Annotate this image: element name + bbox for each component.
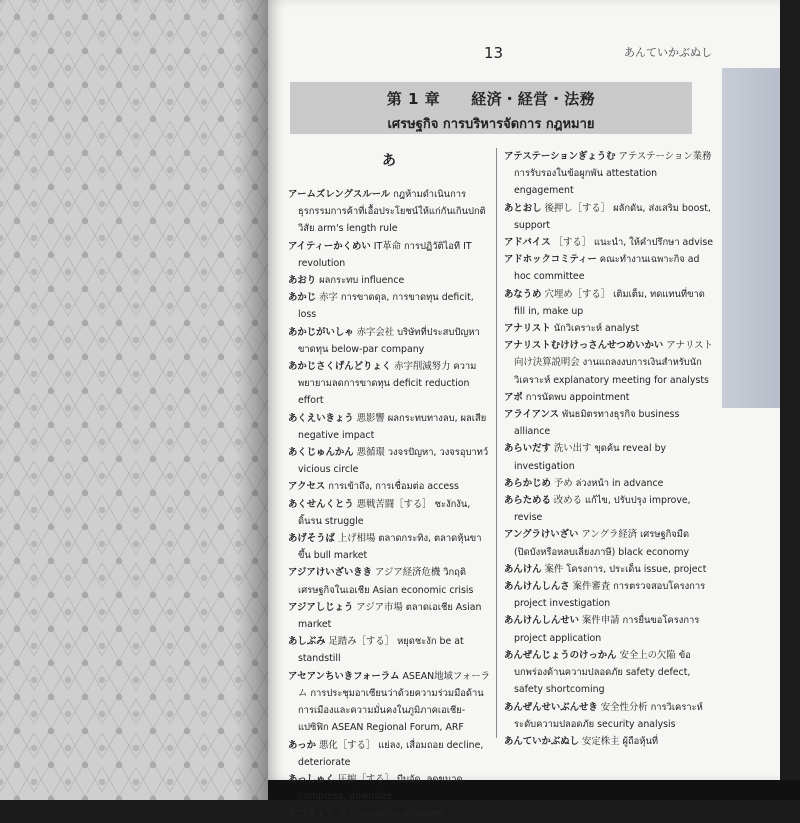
entry-definition: 圧力 แรงกดดัน pressure [337,808,443,820]
entry-headword: アームズレングスルール [288,189,391,200]
entry-headword: あかじ [288,292,317,304]
dictionary-entry [288,668,490,737]
entry-headword: あなうめ [504,288,542,300]
entry-headword: あげそうば [288,533,335,545]
entry-headword: あんけん [504,563,542,575]
entry-headword: あらためる [504,495,551,507]
entry-headword: あくじゅんかん [288,447,354,459]
dictionary-entry [288,444,490,478]
dictionary-entry [504,320,714,337]
entry-definition: 穴埋め［する］ เติมเต็ม, ทดแทนที่ขาด fill in, make up [514,288,705,317]
dictionary-entry [288,599,490,633]
dictionary-entry [288,289,490,323]
entry-headword: アライアンス [504,409,560,421]
entry-definition: 安全性分析 การวิเคราะห์ระดับความปลอดภัย security analysis [514,701,703,730]
entry-headword: あっか [288,739,317,751]
dictionary-entry [504,526,714,560]
entry-headword: あんけんしんせい [504,615,580,627]
entry-definition: 足踏み［する］ หยุดชะงัก be at standstill [298,636,464,665]
entry-definition: アテステーション業務 การรับรองในข้อผูกพัน attestation engagement [514,151,712,197]
page-number: 13 [484,44,504,62]
entry-definition: กฎห้ามดำเนินการธุรกรรมการค้าที่เอื้อประโยชน์ให้แก่กันเกินปกติวิสัย arm's length rule [298,189,486,235]
dictionary-entry [288,496,490,530]
entry-list-left [288,186,490,823]
entry-headword: あとおし [504,202,542,214]
dictionary-entry [288,324,490,358]
entry-headword: アジアしじょう [288,601,354,613]
entry-definition: 洗い出す ขุดค้น reveal by investigation [514,443,667,472]
dictionary-entry [504,578,714,612]
dictionary-entry [504,148,714,200]
entry-headword: アナリスト [504,323,551,335]
entry-definition: 悪化［する］ แย่ลง, เสื่อมถอย decline, deteriorate [298,739,484,768]
entry-definition: アナリスト向け決算説明会 งานแถลงงบการเงินสำหรับนักวิเคราะห์ explanatory meeting for analysts [514,340,713,386]
entry-headword: アジアけいざいきき [288,567,373,579]
chapter-subtitle: เศรษฐกิจ การบริหารจัดการ กฎหมาย [387,117,595,132]
dictionary-entry [504,251,714,285]
dictionary-entry [288,805,490,822]
dictionary-entry [504,234,714,251]
entry-definition: 改める แก้ไข, ปรับปรุง improve, revise [514,495,691,524]
entry-headword: あらいだす [504,443,551,455]
chapter-heading-box [290,82,692,134]
section-heading: あ [382,153,396,169]
entry-headword: あくせんくとう [288,498,354,510]
entry-headword: あおり [288,275,317,287]
dictionary-entry [504,286,714,320]
entry-definition: アジア市場 ตลาดเอเชีย Asian market [298,601,482,631]
entry-headword: あかじさくげんどりょく [288,361,392,373]
entry-list-right [504,148,714,750]
dictionary-entry [504,492,714,526]
entry-definition: 圧縮［する］ บีบอัด, ลดขนาด compress, downsize [298,773,463,803]
dictionary-entry [288,186,490,238]
entry-definition: 赤字会社 บริษัทที่ประสบปัญหาขาดทุน below-par company [298,326,480,355]
entry-definition: พันธมิตรทางธุรกิจ business alliance [514,409,680,438]
dictionary-entry [288,478,490,495]
entry-headword: あんぜんせいぶんせき [504,701,598,713]
entry-definition: การนัดพบ appointment [525,391,630,403]
entry-headword: あっしゅく [288,773,335,785]
dictionary-entry [504,475,714,492]
entry-definition: ［する］ แนะนำ, ให้คำปรึกษา advise [553,237,714,249]
entry-definition: 案件申請 การยื่นขอโครงการ project application [514,615,700,644]
entry-headword: あんけんしんさ [504,581,570,593]
entry-definition: 悪影響 ผลกระทบทางลบ, ผลเสีย negative impact [298,412,487,441]
dictionary-entry [288,238,490,272]
chapter-title: 第 1 章 経済・経営・法務 [386,90,596,108]
entry-headword: あんぜんじょうのけっかん [504,649,617,661]
entry-definition: 後押し［する］ ผลักดัน, ส่งเสริม boost, support [514,202,711,231]
entry-headword: アドホックコミティー [504,254,597,266]
entry-definition: IT革命 การปฏิวัติไอที IT revolution [298,240,472,269]
dictionary-entry [288,771,490,805]
dictionary-entry [504,733,714,750]
dictionary-entry [504,440,714,474]
left-page-pattern [0,0,268,800]
entry-definition: アジア経済危機 วิกฤติเศรษฐกิจในเอเชีย Asian economic crisis [298,567,474,596]
dictionary-entry [288,633,490,667]
dictionary-entry [504,561,714,578]
entry-headword: あらかじめ [504,477,551,489]
dictionary-entry [504,337,714,389]
entry-definition: ผลกระทบ influence [319,275,405,287]
entry-definition: 上げ相場 ตลาดกระทิง, ตลาดหุ้นขาขึ้น bull market [298,533,482,562]
entry-definition: ASEAN地域フォーラム การประชุมอาเซียนว่าด้วยความร่วมมือด้านการเมืองและความมั่นคงในภูมิภาคเอเชีย-แปซิฟิก ASEAN Regional Forum, ARF [298,670,490,734]
entry-headword: あくえいきょう [288,412,354,424]
right-column [504,148,714,750]
entry-definition: คณะทำงานเฉพาะกิจ ad hoc committee [514,254,700,283]
entry-definition: 安定株主 ผู้ถือหุ้นที่ [582,735,659,747]
dictionary-entry [504,647,714,699]
entry-headword: アポ [504,391,523,403]
dictionary-entry [288,564,490,598]
dictionary-entry [288,358,490,410]
thumb-index-tab [722,68,780,408]
dictionary-entry [504,389,714,406]
entry-headword: アテステーションぎょうむ [504,151,616,162]
background-edge [780,0,800,780]
left-column [288,148,490,823]
running-head: あんていかぶぬし [624,46,712,59]
entry-definition: 悪戦苦闘［する］ ชะงักงัน, ดิ้นรน struggle [298,498,471,527]
entry-headword: あかじがいしゃ [288,326,354,338]
dictionary-entry [288,530,490,564]
entry-definition: 案件 โครงการ, ประเด็น issue, project [544,563,707,575]
entry-definition: 赤字削減努力 ความพยายามลดการขาดทุน deficit reduction effort [298,361,477,407]
entry-definition: นักวิเคราะห์ analyst [553,323,640,335]
dictionary-entry [288,410,490,444]
entry-headword: アクセス [288,481,326,493]
entry-headword: あつりょく [288,808,335,820]
entry-headword: アイティーかくめい [288,240,371,252]
dictionary-entry [504,699,714,733]
entry-definition: 案件審査 การตรวจสอบโครงการ project investigation [514,581,706,610]
entry-headword: あんていかぶぬし [504,735,580,747]
entry-headword: アングラけいざい [504,529,579,541]
entry-definition: 予め ล่วงหน้า in advance [553,477,664,489]
entry-definition: 赤字 การขาดดุล, การขาดทุน deficit, loss [298,292,474,321]
dictionary-entry [504,200,714,234]
entry-headword: あしぶみ [288,636,326,648]
dictionary-entry [504,612,714,646]
entry-definition: アングラ経済 เศรษฐกิจมืด (ปิดบังหรือหลบเลี่ยงภาษี) black economy [514,529,690,558]
dictionary-entry [288,272,490,289]
entry-headword: アナリストむけけっさんせつめいかい [504,340,664,352]
column-divider [496,148,497,738]
entry-definition: การเข้าถึง, การเชื่อมต่อ access [328,481,459,493]
dictionary-entry [288,737,490,771]
dictionary-entry [504,406,714,440]
entry-headword: アセアンちいきフォーラム [288,670,400,682]
entry-definition: 安全上の欠陥 ข้อบกพร่องด้านความปลอดภัย safety defect, safety shortcoming [514,649,691,696]
entry-definition: 悪循環 วงจรปัญหา, วงจรอุบาทว์ vicious circle [298,447,489,476]
entry-headword: アドバイス [504,237,551,249]
